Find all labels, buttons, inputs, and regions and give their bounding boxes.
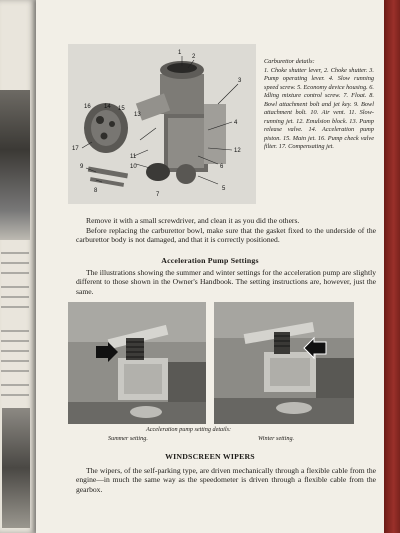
callout-11: 11	[130, 154, 137, 160]
previous-page-photo	[0, 90, 30, 240]
photo-caption-summer: Summer setting.	[108, 435, 148, 442]
callout-15: 15	[118, 106, 125, 112]
summer-setting-photo	[68, 302, 206, 424]
carburettor-drawing	[68, 44, 256, 204]
carburettor-exploded-figure	[68, 44, 256, 204]
paragraph-replace-bowl: Before replacing the carburettor bowl, make sure that the gasket fixed to the underside of the carburettor body is not damaged, and that it is correctly positioned.	[76, 226, 376, 245]
heading-windscreen-wipers: WINDSCREEN WIPERS	[165, 452, 255, 461]
callout-7: 7	[156, 192, 160, 198]
callout-8: 8	[94, 188, 98, 194]
callout-5: 5	[222, 186, 226, 192]
callout-12: 12	[234, 148, 241, 154]
paragraph-remove: Remove it with a small screwdriver, and clean it as you did the others.	[86, 216, 300, 225]
callout-2: 2	[192, 54, 196, 60]
callout-1: 1	[178, 50, 182, 56]
figure-caption-body: 1. Choke shutter lever, 2. Choke shutter. 3. Pump operating lever. 4. Slow running speed screw. 5. Economy device housing. 6. Idling mixture control screw. 7. Float. 8. Bowl attachment bolt and jet key. 9. Bowl attachment bolt. 10. Air vent. 11. Slow-running jet. 12. Emulsion block. 13. Pump release valve. 14. Acceleration pump piston. 15. Main jet. 16. Pump check valve filter. 17. Compensating jet.	[264, 66, 374, 150]
callout-14: 14	[104, 104, 111, 110]
heading-acceleration-pump: Acceleration Pump Settings	[161, 256, 259, 265]
figure-caption	[264, 58, 374, 152]
paragraph-pump-settings: The illustrations showing the summer and winter settings for the acceleration pump are slightly different to those shown in the Owner's Handbook. The setting instructions are, however, just the same.	[76, 268, 376, 296]
callout-9: 9	[80, 164, 84, 170]
callout-13: 13	[134, 112, 141, 118]
figure-caption-title: Carburettor details:	[264, 58, 315, 65]
manual-page	[36, 0, 384, 533]
photo-caption-main: Acceleration pump setting details:	[146, 426, 232, 433]
previous-page-photo-2	[2, 408, 30, 528]
callout-3: 3	[238, 78, 242, 84]
callout-17: 17	[72, 146, 79, 152]
callout-4: 4	[234, 120, 238, 126]
callout-16: 16	[84, 104, 91, 110]
winter-setting-photo	[214, 302, 354, 424]
callout-6: 6	[220, 164, 224, 170]
binder-cover-edge	[384, 0, 400, 533]
paragraph-wipers: The wipers, of the self-parking type, are driven mechanically through a flexible cable from the engine—in much the same way as the speedometer is driven through a flexible cable from the gearbox.	[76, 466, 376, 494]
previous-page-edge	[0, 0, 36, 533]
callout-10: 10	[130, 164, 137, 170]
photo-caption-winter: Winter setting.	[258, 435, 295, 442]
